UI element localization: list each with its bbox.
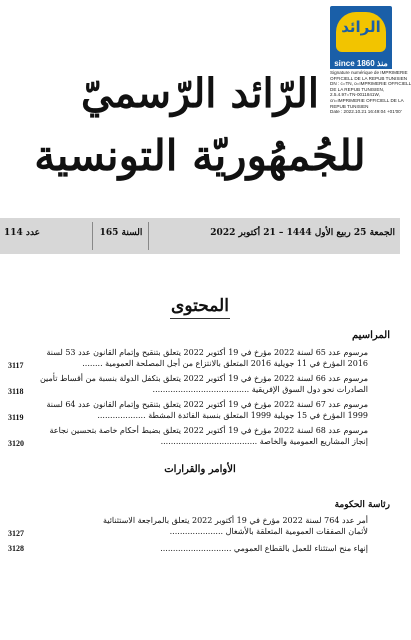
- header-separator: [92, 222, 93, 250]
- toc-entry[interactable]: [8, 426, 368, 447]
- gazette-title-line-1: الرّائد الرّسميّ: [81, 70, 319, 117]
- entry-line: 2016 المؤرخ في 11 جويلية 2016 المتعلق بالانتزاع من أجل المصلحة العمومية ........: [82, 358, 368, 368]
- issue-number: عدد 114: [4, 228, 41, 238]
- entry-line: إنهاء منح استثناء للعمل بالقطاع العمومي ............................: [160, 544, 368, 553]
- digital-signature: [330, 70, 411, 115]
- official-gazette-logo: [330, 6, 392, 60]
- section-title-orders: الأوامر والقرارات: [164, 464, 236, 475]
- signature-line: Date : 2022.10.21 16:49:04 +01'00': [330, 109, 402, 115]
- toc-page-number: 3118: [8, 387, 24, 396]
- signature-line: DN : c=TN, o=IMPRIMERIE OFFICIELL: [330, 81, 411, 87]
- ministry-subtitle: رئاسة الحكومة: [334, 500, 390, 510]
- toc-entry[interactable]: [8, 516, 368, 537]
- entry-line: مرسوم عدد 68 لسنة 2022 مؤرخ في 19 أكتوبر 2022 يتعلق بضبط أحكام خاصة بتحسين نجاعة: [49, 426, 368, 435]
- toc-page-number: 3117: [8, 361, 24, 370]
- entry-line: لأثمان الصفقات العمومية المتعلقة بالأشغال .....................: [169, 526, 368, 536]
- since-banner: since 1860 منذ: [330, 58, 392, 69]
- signature-line: OFFICIELL DE LA REPUB TUNISIEN: [330, 75, 408, 81]
- toc-underline: [170, 318, 230, 319]
- toc-page-number: 3120: [8, 439, 24, 448]
- entry-line: الصادرات نحو دول السوق الإفريقية ......................................: [152, 384, 368, 394]
- issue-year: السنة 165: [99, 228, 143, 238]
- entry-line: 1999 المؤرخ في 15 جويلية 1999 المتعلق بنسبة الفائدة المشطة ...................: [97, 410, 368, 420]
- entry-line: مرسوم عدد 65 لسنة 2022 مؤرخ في 19 أكتوبر 2022 يتعلق بتنقيح وإتمام القانون عدد 53 لسنة: [46, 348, 368, 357]
- toc-page-number: 3119: [8, 413, 24, 422]
- header-separator: [148, 222, 149, 250]
- signature-line: DE LA REPUB TUNISIEN,: [330, 86, 385, 92]
- signature-line: REPUB TUNISIEN: [330, 103, 369, 109]
- toc-title: المحتوى: [171, 296, 229, 316]
- signature-line: cn=IMPRIMERIE OFFICIELL DE LA: [330, 97, 404, 103]
- signature-line: Signature numérique de IMPRIMERIE: [330, 70, 408, 75]
- entry-line: مرسوم عدد 67 لسنة 2022 مؤرخ في 19 أكتوبر 2022 يتعلق بتنقيح وإتمام القانون عدد 64 لسنة: [46, 400, 368, 409]
- gazette-title-line-2: للجُمهُوريّة التونسية: [34, 131, 366, 180]
- entry-line: مرسوم عدد 66 لسنة 2022 مؤرخ في 19 أكتوبر 2022 يتعلق بتكفل الدولة بنسبة من أقساط تأمين: [39, 374, 368, 383]
- toc-page-number: 3128: [8, 544, 24, 553]
- signature-line: 2.5.4.97=TN-0011841W,: [330, 92, 380, 98]
- toc-page-number: 3127: [8, 529, 24, 538]
- logo-text: الرائد: [341, 18, 381, 36]
- toc-entry[interactable]: [8, 400, 368, 421]
- section-title-decrees: المراسيم: [352, 330, 390, 341]
- entry-line: أمر عدد 764 لسنة 2022 مؤرخ في 19 أكتوبر 2022 يتعلق بالمراجعة الاستثنائية: [102, 516, 368, 525]
- entry-line: إنجاز المشاريع العمومية والخاصة ......................................: [160, 436, 368, 446]
- toc-entry[interactable]: [8, 348, 368, 369]
- toc-entry[interactable]: [8, 374, 368, 395]
- toc-entry[interactable]: [8, 544, 368, 555]
- issue-date: الجمعة 25 ربيع الأول 1444 – 21 أكتوبر 2022: [210, 228, 395, 238]
